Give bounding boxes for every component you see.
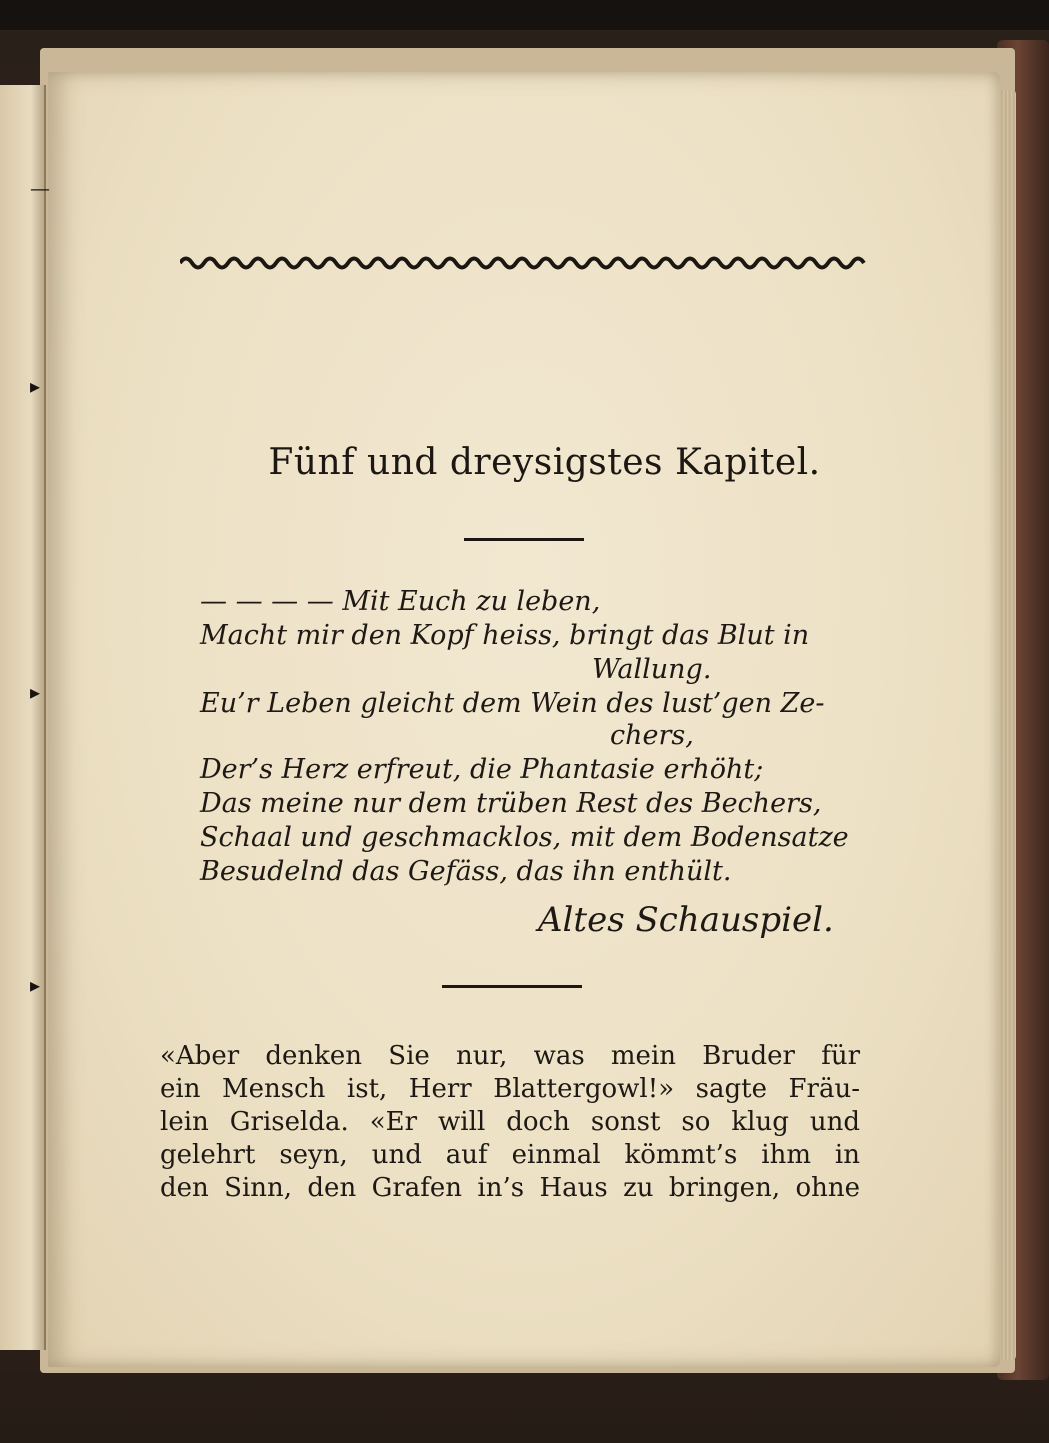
body-line: «Aber denken Sie nur, was mein Bruder für (160, 1041, 860, 1071)
epigraph-line: — — — — Mit Euch zu leben, (200, 586, 601, 617)
epigraph-line: Besudelnd das Gefäss, das ihn enthült. (200, 856, 732, 887)
margin-mark-icon: — (30, 176, 50, 200)
epigraph-line: Wallung. (592, 654, 712, 685)
epigraph-line: Schaal und geschmacklos, mit dem Bodensatze (200, 822, 849, 853)
chapter-title: Fünf und dreysigstes Kapitel. (268, 442, 821, 483)
epigraph-line: Das meine nur dem trüben Rest des Bechers, (200, 788, 822, 819)
epigraph-line: Der’s Herz erfreut, die Phantasie erhöht; (200, 754, 764, 785)
left-page-edge (0, 85, 46, 1350)
epigraph-line: chers, (610, 720, 694, 751)
page-edges (1000, 90, 1016, 1360)
section-rule (442, 985, 582, 988)
epigraph-line: Macht mir den Kopf heiss, bringt das Blut in (200, 620, 810, 651)
epigraph-line: Eu’r Leben gleicht dem Wein des lust’gen Ze- (200, 688, 825, 719)
body-text (160, 1040, 860, 1205)
title-rule (464, 538, 584, 541)
ornamental-border-icon (180, 252, 870, 274)
margin-mark-icon: ▸ (30, 680, 41, 704)
body-line: lein Griselda. «Er will doch sonst so klug und (160, 1107, 860, 1137)
margin-mark-icon: ▸ (30, 374, 41, 398)
body-line: gelehrt seyn, und auf einmal kömmt’s ihm in (160, 1140, 860, 1170)
body-line: den Sinn, den Grafen in’s Haus zu bringen, ohne (160, 1173, 860, 1203)
epigraph-attribution: Altes Schauspiel. (538, 900, 834, 940)
margin-mark-icon: ▸ (30, 973, 41, 997)
body-line: ein Mensch ist, Herr Blattergowl!» sagte Fräu- (160, 1074, 860, 1104)
